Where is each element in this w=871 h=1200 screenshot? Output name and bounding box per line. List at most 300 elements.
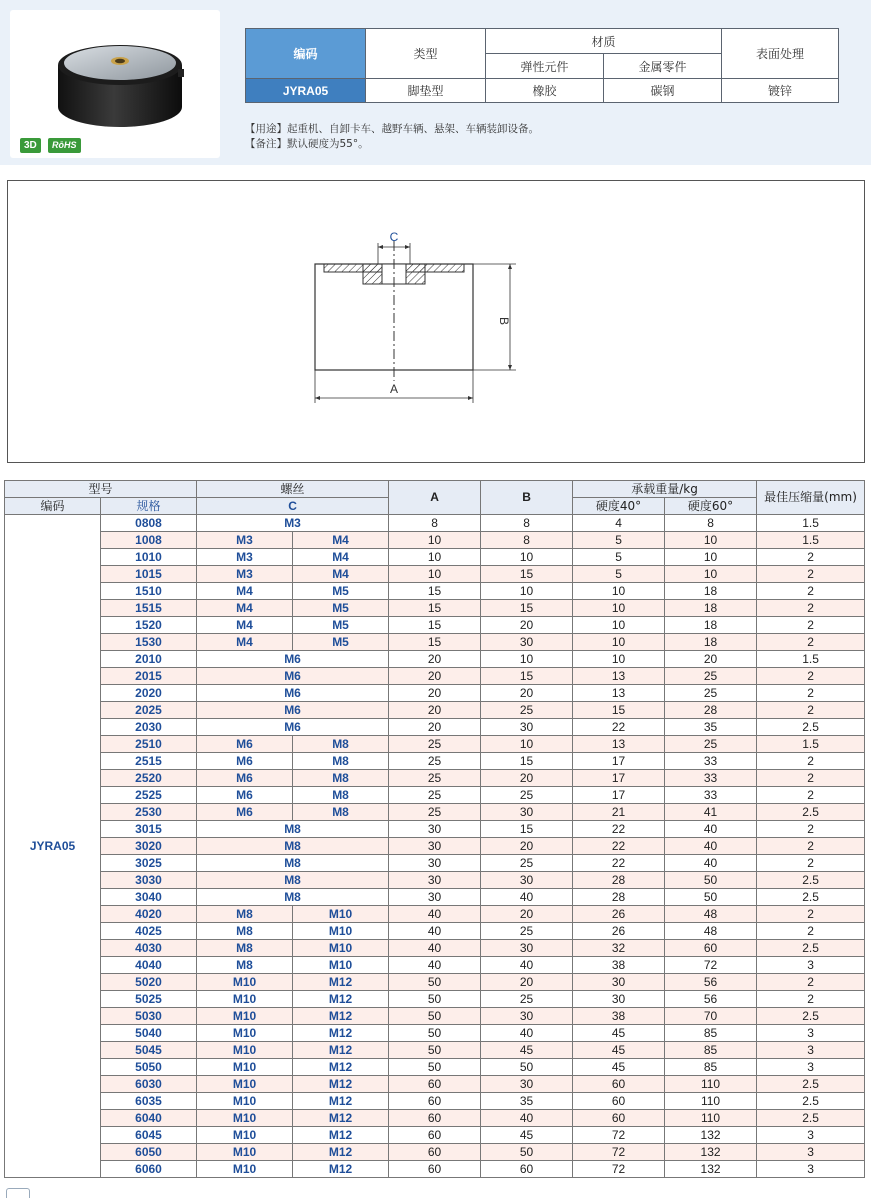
b-cell: 25 xyxy=(481,991,573,1008)
compression-cell: 2 xyxy=(757,753,865,770)
thread-cell: M12 xyxy=(293,991,389,1008)
thread-cell: M3 xyxy=(197,515,389,532)
size-cell: 1008 xyxy=(101,532,197,549)
compression-cell: 1.5 xyxy=(757,736,865,753)
thread-cell: M4 xyxy=(197,600,293,617)
table-row xyxy=(5,940,865,957)
a-cell: 50 xyxy=(389,1042,481,1059)
table-row xyxy=(5,753,865,770)
a-header: A xyxy=(389,481,481,515)
table-row xyxy=(5,770,865,787)
b-cell: 40 xyxy=(481,1025,573,1042)
elastic-value: 橡胶 xyxy=(486,79,604,103)
size-cell: 6050 xyxy=(101,1144,197,1161)
load-60-cell: 18 xyxy=(665,634,757,651)
load-40-cell: 13 xyxy=(573,736,665,753)
compression-cell: 2 xyxy=(757,821,865,838)
a-cell: 40 xyxy=(389,923,481,940)
size-cell: 4020 xyxy=(101,906,197,923)
b-cell: 15 xyxy=(481,821,573,838)
load-40-cell: 60 xyxy=(573,1093,665,1110)
b-cell: 20 xyxy=(481,974,573,991)
load-60-cell: 72 xyxy=(665,957,757,974)
load-60-cell: 110 xyxy=(665,1110,757,1127)
load-60-cell: 48 xyxy=(665,923,757,940)
thread-cell: M5 xyxy=(293,617,389,634)
b-cell: 25 xyxy=(481,923,573,940)
thread-cell: M3 xyxy=(197,549,293,566)
compression-cell: 2 xyxy=(757,600,865,617)
compression-cell: 2.5 xyxy=(757,804,865,821)
size-cell: 5045 xyxy=(101,1042,197,1059)
b-cell: 30 xyxy=(481,940,573,957)
load-40-cell: 72 xyxy=(573,1161,665,1178)
table-row xyxy=(5,634,865,651)
b-cell: 20 xyxy=(481,770,573,787)
thread-cell: M6 xyxy=(197,651,389,668)
compression-cell: 2 xyxy=(757,974,865,991)
thread-cell: M10 xyxy=(293,940,389,957)
b-cell: 35 xyxy=(481,1093,573,1110)
table-row xyxy=(5,515,865,532)
thread-cell: M12 xyxy=(293,1110,389,1127)
load-40-cell: 30 xyxy=(573,974,665,991)
thread-cell: M8 xyxy=(197,957,293,974)
load-60-cell: 10 xyxy=(665,532,757,549)
a-cell: 60 xyxy=(389,1144,481,1161)
compression-cell: 3 xyxy=(757,1059,865,1076)
a-cell: 30 xyxy=(389,872,481,889)
table-row xyxy=(5,872,865,889)
thread-cell: M12 xyxy=(293,1161,389,1178)
size-cell: 2015 xyxy=(101,668,197,685)
load-40-cell: 10 xyxy=(573,583,665,600)
b-cell: 25 xyxy=(481,855,573,872)
3d-badge: 3D xyxy=(20,138,41,153)
a-cell: 15 xyxy=(389,600,481,617)
thread-cell: M10 xyxy=(197,1042,293,1059)
thread-cell: M5 xyxy=(293,583,389,600)
usage-note: 【用途】起重机、自卸卡车、越野车辆、悬架、车辆装卸设备。 xyxy=(245,123,539,135)
compression-cell: 2.5 xyxy=(757,1093,865,1110)
load-40-cell: 26 xyxy=(573,923,665,940)
b-header: B xyxy=(481,481,573,515)
load-40-cell: 22 xyxy=(573,821,665,838)
rohs-badge: RōHS xyxy=(48,138,81,153)
thread-cell: M10 xyxy=(197,1008,293,1025)
thread-cell: M10 xyxy=(293,923,389,940)
a-cell: 25 xyxy=(389,787,481,804)
load-60-cell: 132 xyxy=(665,1127,757,1144)
load-60-cell: 56 xyxy=(665,991,757,1008)
thread-cell: M12 xyxy=(293,1008,389,1025)
model-header: 型号 xyxy=(5,481,197,498)
thread-cell: M3 xyxy=(197,566,293,583)
compression-cell: 2.5 xyxy=(757,889,865,906)
table-row xyxy=(5,855,865,872)
table-row xyxy=(5,1161,865,1178)
b-cell: 30 xyxy=(481,719,573,736)
code-col-header: 编码 xyxy=(5,498,101,515)
size-cell: 5025 xyxy=(101,991,197,1008)
thread-cell: M8 xyxy=(197,906,293,923)
thread-cell: M10 xyxy=(197,1059,293,1076)
code-header: 编码 xyxy=(246,29,366,79)
thread-cell: M10 xyxy=(197,1161,293,1178)
nut-left-section xyxy=(363,264,382,284)
load-60-cell: 60 xyxy=(665,940,757,957)
size-cell: 6045 xyxy=(101,1127,197,1144)
b-cell: 8 xyxy=(481,515,573,532)
thread-cell: M6 xyxy=(197,753,293,770)
compression-cell: 3 xyxy=(757,1042,865,1059)
load-60-cell: 20 xyxy=(665,651,757,668)
a-cell: 20 xyxy=(389,651,481,668)
load-60-cell: 85 xyxy=(665,1025,757,1042)
b-cell: 50 xyxy=(481,1144,573,1161)
compression-cell: 2 xyxy=(757,549,865,566)
a-cell: 40 xyxy=(389,940,481,957)
technical-drawing xyxy=(8,181,864,462)
thread-cell: M12 xyxy=(293,1076,389,1093)
b-cell: 10 xyxy=(481,651,573,668)
load-60-cell: 18 xyxy=(665,583,757,600)
size-cell: 5030 xyxy=(101,1008,197,1025)
thread-cell: M12 xyxy=(293,1025,389,1042)
thread-cell: M6 xyxy=(197,719,389,736)
thread-cell: M10 xyxy=(197,1127,293,1144)
table-row xyxy=(5,1042,865,1059)
thread-cell: M8 xyxy=(293,804,389,821)
compression-header: 最佳压缩量(mm) xyxy=(757,481,865,515)
a-cell: 8 xyxy=(389,515,481,532)
table-row xyxy=(5,1093,865,1110)
b-cell: 20 xyxy=(481,617,573,634)
b-cell: 15 xyxy=(481,600,573,617)
b-cell: 20 xyxy=(481,906,573,923)
b-cell: 30 xyxy=(481,804,573,821)
table-row xyxy=(5,821,865,838)
size-cell: 3020 xyxy=(101,838,197,855)
compression-cell: 2 xyxy=(757,923,865,940)
load-40-cell: 45 xyxy=(573,1059,665,1076)
size-cell: 4030 xyxy=(101,940,197,957)
compression-cell: 3 xyxy=(757,1161,865,1178)
size-cell: 3015 xyxy=(101,821,197,838)
a-cell: 50 xyxy=(389,1059,481,1076)
load-40-cell: 32 xyxy=(573,940,665,957)
b-cell: 25 xyxy=(481,702,573,719)
a-cell: 15 xyxy=(389,583,481,600)
type-value: 脚垫型 xyxy=(366,79,486,103)
thread-cell: M8 xyxy=(197,855,389,872)
load-60-cell: 132 xyxy=(665,1161,757,1178)
thread-cell: M6 xyxy=(197,804,293,821)
load-40-cell: 38 xyxy=(573,1008,665,1025)
load-60-cell: 40 xyxy=(665,838,757,855)
load-60-cell: 33 xyxy=(665,753,757,770)
a-cell: 10 xyxy=(389,532,481,549)
thread-cell: M10 xyxy=(293,957,389,974)
compression-cell: 2.5 xyxy=(757,1008,865,1025)
h40-col-header: 硬度40° xyxy=(573,498,665,515)
load-60-cell: 48 xyxy=(665,906,757,923)
table-row xyxy=(5,685,865,702)
a-cell: 15 xyxy=(389,634,481,651)
load-40-cell: 13 xyxy=(573,685,665,702)
thread-cell: M4 xyxy=(293,566,389,583)
size-cell: 2030 xyxy=(101,719,197,736)
table-row xyxy=(5,804,865,821)
b-cell: 50 xyxy=(481,1059,573,1076)
size-cell: 2525 xyxy=(101,787,197,804)
size-cell: 1530 xyxy=(101,634,197,651)
surface-header: 表面处理 xyxy=(722,29,839,79)
load-60-cell: 25 xyxy=(665,736,757,753)
size-cell: 2530 xyxy=(101,804,197,821)
thread-cell: M6 xyxy=(197,685,389,702)
a-cell: 60 xyxy=(389,1127,481,1144)
thread-cell: M6 xyxy=(197,770,293,787)
size-cell: 6030 xyxy=(101,1076,197,1093)
a-cell: 30 xyxy=(389,838,481,855)
table-row xyxy=(5,889,865,906)
table-row xyxy=(5,583,865,600)
thread-header: 螺丝 xyxy=(197,481,389,498)
product-info-table xyxy=(245,28,839,103)
load-40-cell: 26 xyxy=(573,906,665,923)
load-60-cell: 70 xyxy=(665,1008,757,1025)
table-row xyxy=(5,957,865,974)
table-row xyxy=(5,566,865,583)
table-row xyxy=(5,549,865,566)
b-cell: 45 xyxy=(481,1042,573,1059)
load-40-cell: 17 xyxy=(573,770,665,787)
load-40-cell: 22 xyxy=(573,719,665,736)
table-row xyxy=(5,719,865,736)
b-cell: 10 xyxy=(481,549,573,566)
table-row xyxy=(5,668,865,685)
a-cell: 25 xyxy=(389,753,481,770)
thread-cell: M8 xyxy=(293,753,389,770)
load-40-cell: 13 xyxy=(573,668,665,685)
thread-cell: M6 xyxy=(197,787,293,804)
a-cell: 60 xyxy=(389,1093,481,1110)
metal-value: 碳钢 xyxy=(604,79,722,103)
load-40-cell: 10 xyxy=(573,617,665,634)
thread-cell: M5 xyxy=(293,634,389,651)
table-row xyxy=(5,923,865,940)
thread-cell: M12 xyxy=(293,1042,389,1059)
load-60-cell: 50 xyxy=(665,872,757,889)
notes xyxy=(245,122,539,152)
b-cell: 60 xyxy=(481,1161,573,1178)
size-cell: 2020 xyxy=(101,685,197,702)
a-cell: 15 xyxy=(389,617,481,634)
a-cell: 50 xyxy=(389,991,481,1008)
load-40-cell: 22 xyxy=(573,838,665,855)
load-60-cell: 25 xyxy=(665,685,757,702)
a-cell: 60 xyxy=(389,1161,481,1178)
compression-cell: 2 xyxy=(757,617,865,634)
compression-cell: 2 xyxy=(757,583,865,600)
table-row xyxy=(5,1008,865,1025)
size-cell: 1010 xyxy=(101,549,197,566)
load-60-cell: 10 xyxy=(665,566,757,583)
size-cell: 1015 xyxy=(101,566,197,583)
load-60-cell: 50 xyxy=(665,889,757,906)
load-60-cell: 33 xyxy=(665,770,757,787)
load-60-cell: 41 xyxy=(665,804,757,821)
table-row xyxy=(5,1110,865,1127)
compression-cell: 2.5 xyxy=(757,940,865,957)
compression-cell: 1.5 xyxy=(757,651,865,668)
size-cell: 2510 xyxy=(101,736,197,753)
b-cell: 10 xyxy=(481,736,573,753)
load-60-cell: 33 xyxy=(665,787,757,804)
size-cell: 6040 xyxy=(101,1110,197,1127)
load-60-cell: 8 xyxy=(665,515,757,532)
dim-a-label: A xyxy=(389,382,399,396)
thread-cell: M6 xyxy=(197,702,389,719)
spec-table xyxy=(4,480,865,1178)
thread-cell: M10 xyxy=(197,1144,293,1161)
load-40-cell: 4 xyxy=(573,515,665,532)
a-cell: 20 xyxy=(389,702,481,719)
table-row xyxy=(5,617,865,634)
b-cell: 15 xyxy=(481,566,573,583)
type-header: 类型 xyxy=(366,29,486,79)
table-row xyxy=(5,1127,865,1144)
compression-cell: 2 xyxy=(757,634,865,651)
product-image-card xyxy=(10,10,220,158)
load-40-cell: 5 xyxy=(573,532,665,549)
thread-cell: M8 xyxy=(197,872,389,889)
load-40-cell: 21 xyxy=(573,804,665,821)
thread-cell: M12 xyxy=(293,1093,389,1110)
rubber-mount-photo xyxy=(50,25,190,135)
load-60-cell: 40 xyxy=(665,821,757,838)
thread-cell: M10 xyxy=(197,1076,293,1093)
a-cell: 30 xyxy=(389,855,481,872)
load-40-cell: 45 xyxy=(573,1025,665,1042)
thread-cell: M6 xyxy=(197,668,389,685)
thread-cell: M4 xyxy=(197,617,293,634)
thread-cell: M8 xyxy=(197,940,293,957)
a-cell: 30 xyxy=(389,889,481,906)
thread-cell: M8 xyxy=(293,770,389,787)
size-cell: 2010 xyxy=(101,651,197,668)
load-60-cell: 28 xyxy=(665,702,757,719)
thread-cell: M10 xyxy=(197,1025,293,1042)
a-cell: 20 xyxy=(389,685,481,702)
b-cell: 30 xyxy=(481,1008,573,1025)
metal-header: 金属零件 xyxy=(604,54,722,79)
a-cell: 20 xyxy=(389,668,481,685)
load-60-cell: 10 xyxy=(665,549,757,566)
size-cell: 0808 xyxy=(101,515,197,532)
thread-cell: M8 xyxy=(293,787,389,804)
b-cell: 20 xyxy=(481,685,573,702)
surface-value: 镀锌 xyxy=(722,79,839,103)
compression-cell: 2 xyxy=(757,668,865,685)
thread-cell: M8 xyxy=(197,889,389,906)
a-cell: 40 xyxy=(389,957,481,974)
thread-cell: M12 xyxy=(293,1059,389,1076)
elastic-header: 弹性元件 xyxy=(486,54,604,79)
thread-cell: M4 xyxy=(293,532,389,549)
load-40-cell: 60 xyxy=(573,1110,665,1127)
load-40-cell: 60 xyxy=(573,1076,665,1093)
thread-cell: M10 xyxy=(197,1110,293,1127)
b-cell: 10 xyxy=(481,583,573,600)
load-40-cell: 5 xyxy=(573,566,665,583)
thread-cell: M10 xyxy=(197,991,293,1008)
a-cell: 50 xyxy=(389,1025,481,1042)
size-cell: 3025 xyxy=(101,855,197,872)
a-cell: 10 xyxy=(389,549,481,566)
page-tab-marker xyxy=(6,1188,30,1198)
compression-cell: 2 xyxy=(757,855,865,872)
load-60-cell: 132 xyxy=(665,1144,757,1161)
code-cell: JYRA05 xyxy=(5,515,101,1178)
load-60-cell: 85 xyxy=(665,1059,757,1076)
technical-drawing-panel xyxy=(7,180,865,463)
compression-cell: 2 xyxy=(757,770,865,787)
dim-c-label: C xyxy=(389,230,399,244)
size-cell: 4025 xyxy=(101,923,197,940)
load-40-cell: 30 xyxy=(573,991,665,1008)
size-cell: 1515 xyxy=(101,600,197,617)
load-40-cell: 10 xyxy=(573,600,665,617)
b-cell: 8 xyxy=(481,532,573,549)
load-40-cell: 5 xyxy=(573,549,665,566)
size-cell: 2520 xyxy=(101,770,197,787)
table-row xyxy=(5,906,865,923)
size-cell: 5050 xyxy=(101,1059,197,1076)
thread-cell: M5 xyxy=(293,600,389,617)
thread-cell: M4 xyxy=(197,634,293,651)
a-cell: 50 xyxy=(389,1008,481,1025)
compression-cell: 3 xyxy=(757,1127,865,1144)
thread-cell: M4 xyxy=(293,549,389,566)
b-cell: 40 xyxy=(481,889,573,906)
table-row xyxy=(5,532,865,549)
compression-cell: 2.5 xyxy=(757,872,865,889)
load-40-cell: 72 xyxy=(573,1127,665,1144)
size-cell: 2025 xyxy=(101,702,197,719)
thread-cell: M6 xyxy=(197,736,293,753)
load-60-cell: 110 xyxy=(665,1093,757,1110)
thread-cell: M10 xyxy=(197,1093,293,1110)
load-60-cell: 25 xyxy=(665,668,757,685)
b-cell: 15 xyxy=(481,668,573,685)
compression-cell: 2.5 xyxy=(757,1110,865,1127)
a-cell: 20 xyxy=(389,719,481,736)
table-row xyxy=(5,1059,865,1076)
a-cell: 25 xyxy=(389,736,481,753)
thread-cell: M12 xyxy=(293,974,389,991)
compression-cell: 2 xyxy=(757,991,865,1008)
h60-col-header: 硬度60° xyxy=(665,498,757,515)
thread-cell: M10 xyxy=(293,906,389,923)
thread-cell: M12 xyxy=(293,1144,389,1161)
a-cell: 10 xyxy=(389,566,481,583)
load-60-cell: 18 xyxy=(665,600,757,617)
load-header: 承载重量/kg xyxy=(573,481,757,498)
table-row xyxy=(5,651,865,668)
table-row xyxy=(5,1025,865,1042)
